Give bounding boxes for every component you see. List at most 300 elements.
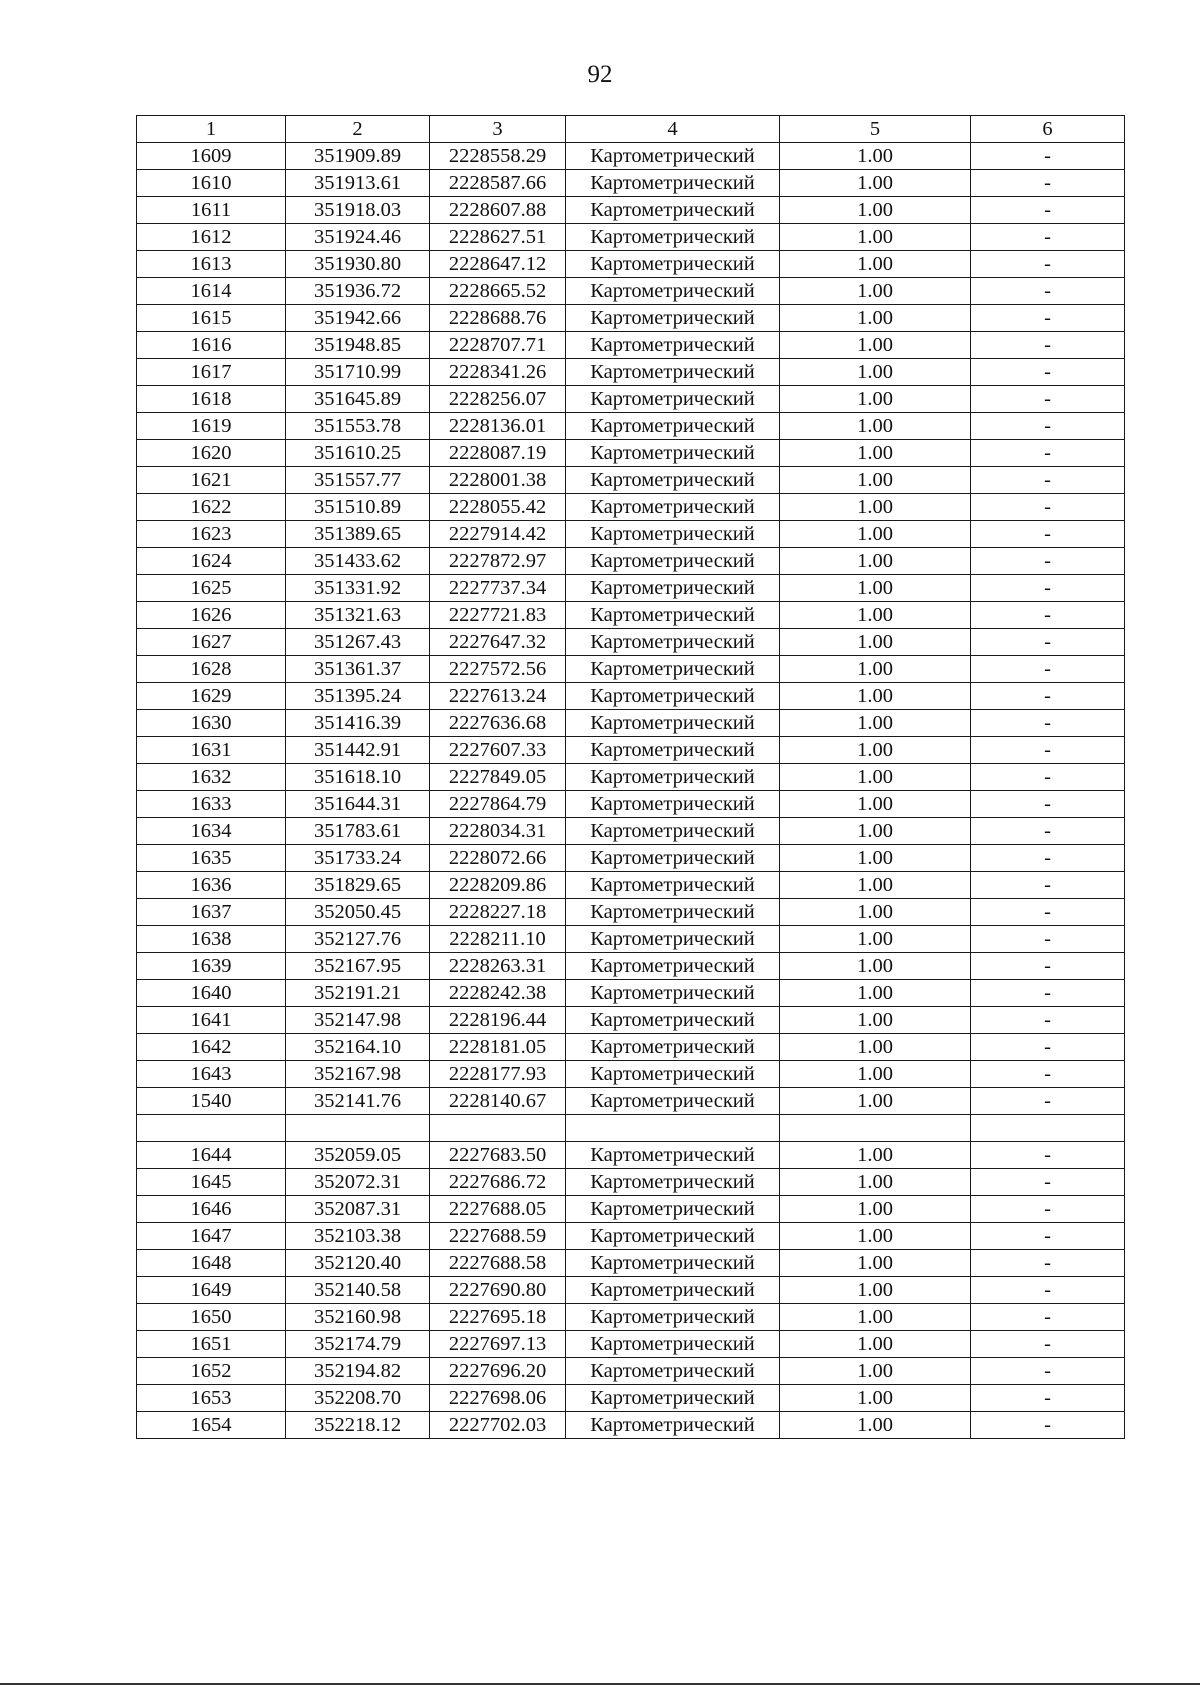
note-cell: - — [971, 818, 1125, 845]
accuracy-cell: 1.00 — [780, 1304, 971, 1331]
table-row — [137, 764, 1125, 791]
note-cell: - — [971, 1331, 1125, 1358]
accuracy-cell: 1.00 — [780, 332, 971, 359]
point-number-cell: 1639 — [137, 953, 286, 980]
accuracy-cell: 1.00 — [780, 1331, 971, 1358]
method-cell: Картометрический — [566, 467, 780, 494]
x-coordinate-cell: 351416.39 — [286, 710, 430, 737]
point-number-cell: 1609 — [137, 143, 286, 170]
accuracy-cell: 1.00 — [780, 683, 971, 710]
point-number-cell: 1540 — [137, 1088, 286, 1115]
point-number-cell: 1629 — [137, 683, 286, 710]
note-cell: - — [971, 386, 1125, 413]
accuracy-cell: 1.00 — [780, 1250, 971, 1277]
point-number-cell: 1619 — [137, 413, 286, 440]
table-row — [137, 1412, 1125, 1439]
method-cell: Картометрический — [566, 521, 780, 548]
method-cell: Картометрический — [566, 359, 780, 386]
note-cell: - — [971, 980, 1125, 1007]
table-body — [137, 143, 1125, 1439]
note-cell: - — [971, 656, 1125, 683]
y-coordinate-cell: 2228211.10 — [430, 926, 566, 953]
point-number-cell: 1620 — [137, 440, 286, 467]
x-coordinate-cell: 351733.24 — [286, 845, 430, 872]
x-coordinate-cell: 352208.70 — [286, 1385, 430, 1412]
table-row — [137, 1007, 1125, 1034]
note-cell: - — [971, 1385, 1125, 1412]
table-row — [137, 1061, 1125, 1088]
note-cell: - — [971, 926, 1125, 953]
point-number-cell: 1649 — [137, 1277, 286, 1304]
x-coordinate-cell: 352072.31 — [286, 1169, 430, 1196]
x-coordinate-cell: 351361.37 — [286, 656, 430, 683]
y-coordinate-cell: 2227688.58 — [430, 1250, 566, 1277]
point-number-cell: 1648 — [137, 1250, 286, 1277]
note-cell: - — [971, 413, 1125, 440]
header-cell-2: 2 — [286, 116, 430, 143]
y-coordinate-cell: 2227721.83 — [430, 602, 566, 629]
y-coordinate-cell: 2227607.33 — [430, 737, 566, 764]
table-row — [137, 1277, 1125, 1304]
point-number-cell: 1647 — [137, 1223, 286, 1250]
table-row — [137, 413, 1125, 440]
y-coordinate-cell: 2227613.24 — [430, 683, 566, 710]
method-cell: Картометрический — [566, 818, 780, 845]
accuracy-cell: 1.00 — [780, 251, 971, 278]
table-row — [137, 143, 1125, 170]
point-number-cell: 1643 — [137, 1061, 286, 1088]
point-number-cell: 1628 — [137, 656, 286, 683]
point-number-cell: 1618 — [137, 386, 286, 413]
note-cell: - — [971, 170, 1125, 197]
y-coordinate-cell: 2227737.34 — [430, 575, 566, 602]
method-cell: Картометрический — [566, 872, 780, 899]
point-number-cell: 1631 — [137, 737, 286, 764]
y-coordinate-cell: 2228607.88 — [430, 197, 566, 224]
accuracy-cell: 1.00 — [780, 440, 971, 467]
point-number-cell: 1652 — [137, 1358, 286, 1385]
accuracy-cell: 1.00 — [780, 170, 971, 197]
table-row — [137, 737, 1125, 764]
note-cell: - — [971, 278, 1125, 305]
y-coordinate-cell: 2227636.68 — [430, 710, 566, 737]
accuracy-cell: 1.00 — [780, 143, 971, 170]
header-cell-4: 4 — [566, 116, 780, 143]
y-coordinate-cell: 2228055.42 — [430, 494, 566, 521]
y-coordinate-cell: 2227696.20 — [430, 1358, 566, 1385]
table-row — [137, 872, 1125, 899]
table-row — [137, 224, 1125, 251]
y-coordinate-cell: 2228001.38 — [430, 467, 566, 494]
point-number-cell: 1621 — [137, 467, 286, 494]
x-coordinate-cell: 351510.89 — [286, 494, 430, 521]
note-cell: - — [971, 710, 1125, 737]
y-coordinate-cell: 2228665.52 — [430, 278, 566, 305]
method-cell — [566, 1115, 780, 1142]
y-coordinate-cell: 2228256.07 — [430, 386, 566, 413]
note-cell: - — [971, 953, 1125, 980]
y-coordinate-cell: 2228072.66 — [430, 845, 566, 872]
accuracy-cell: 1.00 — [780, 872, 971, 899]
table-row — [137, 710, 1125, 737]
y-coordinate-cell: 2227914.42 — [430, 521, 566, 548]
y-coordinate-cell: 2228341.26 — [430, 359, 566, 386]
point-number-cell: 1645 — [137, 1169, 286, 1196]
point-number-cell: 1636 — [137, 872, 286, 899]
y-coordinate-cell: 2227688.59 — [430, 1223, 566, 1250]
table-row — [137, 521, 1125, 548]
note-cell: - — [971, 791, 1125, 818]
page-number: 92 — [587, 61, 613, 88]
y-coordinate-cell: 2228136.01 — [430, 413, 566, 440]
note-cell: - — [971, 197, 1125, 224]
method-cell: Картометрический — [566, 629, 780, 656]
accuracy-cell: 1.00 — [780, 1007, 971, 1034]
method-cell: Картометрический — [566, 953, 780, 980]
accuracy-cell: 1.00 — [780, 1196, 971, 1223]
table-row — [137, 1250, 1125, 1277]
accuracy-cell: 1.00 — [780, 629, 971, 656]
y-coordinate-cell: 2228558.29 — [430, 143, 566, 170]
note-cell: - — [971, 1358, 1125, 1385]
x-coordinate-cell: 352147.98 — [286, 1007, 430, 1034]
y-coordinate-cell: 2228087.19 — [430, 440, 566, 467]
method-cell: Картометрический — [566, 224, 780, 251]
point-number-cell: 1622 — [137, 494, 286, 521]
accuracy-cell — [780, 1115, 971, 1142]
y-coordinate-cell: 2227572.56 — [430, 656, 566, 683]
method-cell: Картометрический — [566, 332, 780, 359]
accuracy-cell: 1.00 — [780, 278, 971, 305]
table-row — [137, 1034, 1125, 1061]
note-cell: - — [971, 737, 1125, 764]
note-cell: - — [971, 224, 1125, 251]
method-cell: Картометрический — [566, 413, 780, 440]
accuracy-cell: 1.00 — [780, 602, 971, 629]
x-coordinate-cell: 352050.45 — [286, 899, 430, 926]
table-row — [137, 548, 1125, 575]
coordinates-table — [136, 115, 1125, 1439]
method-cell: Картометрический — [566, 143, 780, 170]
note-cell: - — [971, 494, 1125, 521]
accuracy-cell: 1.00 — [780, 521, 971, 548]
point-number-cell: 1611 — [137, 197, 286, 224]
y-coordinate-cell: 2227849.05 — [430, 764, 566, 791]
accuracy-cell: 1.00 — [780, 1169, 971, 1196]
method-cell: Картометрический — [566, 1034, 780, 1061]
note-cell: - — [971, 143, 1125, 170]
y-coordinate-cell: 2227683.50 — [430, 1142, 566, 1169]
method-cell: Картометрический — [566, 845, 780, 872]
table-header-row — [137, 116, 1125, 143]
x-coordinate-cell: 352167.95 — [286, 953, 430, 980]
table-row — [137, 251, 1125, 278]
table-row — [137, 1115, 1125, 1142]
table-row — [137, 1169, 1125, 1196]
note-cell: - — [971, 1088, 1125, 1115]
method-cell: Картометрический — [566, 1331, 780, 1358]
method-cell: Картометрический — [566, 1304, 780, 1331]
note-cell: - — [971, 332, 1125, 359]
point-number-cell: 1638 — [137, 926, 286, 953]
note-cell: - — [971, 1061, 1125, 1088]
table-row — [137, 467, 1125, 494]
y-coordinate-cell: 2228627.51 — [430, 224, 566, 251]
accuracy-cell: 1.00 — [780, 1223, 971, 1250]
point-number-cell: 1617 — [137, 359, 286, 386]
y-coordinate-cell — [430, 1115, 566, 1142]
note-cell: - — [971, 1250, 1125, 1277]
table-row — [137, 575, 1125, 602]
method-cell: Картометрический — [566, 1223, 780, 1250]
y-coordinate-cell: 2227688.05 — [430, 1196, 566, 1223]
table-row — [137, 1142, 1125, 1169]
x-coordinate-cell: 352164.10 — [286, 1034, 430, 1061]
x-coordinate-cell: 352087.31 — [286, 1196, 430, 1223]
note-cell: - — [971, 1007, 1125, 1034]
note-cell: - — [971, 1034, 1125, 1061]
table-row — [137, 1304, 1125, 1331]
x-coordinate-cell: 351913.61 — [286, 170, 430, 197]
method-cell: Картометрический — [566, 1277, 780, 1304]
x-coordinate-cell: 351918.03 — [286, 197, 430, 224]
note-cell: - — [971, 845, 1125, 872]
method-cell: Картометрический — [566, 1169, 780, 1196]
header-cell-1: 1 — [137, 116, 286, 143]
method-cell: Картометрический — [566, 575, 780, 602]
table-row — [137, 1196, 1125, 1223]
note-cell: - — [971, 602, 1125, 629]
note-cell: - — [971, 1196, 1125, 1223]
x-coordinate-cell: 351395.24 — [286, 683, 430, 710]
table-row — [137, 1088, 1125, 1115]
x-coordinate-cell: 351644.31 — [286, 791, 430, 818]
note-cell: - — [971, 1277, 1125, 1304]
x-coordinate-cell: 351557.77 — [286, 467, 430, 494]
point-number-cell: 1642 — [137, 1034, 286, 1061]
note-cell: - — [971, 575, 1125, 602]
point-number-cell: 1632 — [137, 764, 286, 791]
x-coordinate-cell: 352140.58 — [286, 1277, 430, 1304]
note-cell: - — [971, 764, 1125, 791]
note-cell: - — [971, 1304, 1125, 1331]
accuracy-cell: 1.00 — [780, 764, 971, 791]
x-coordinate-cell: 351433.62 — [286, 548, 430, 575]
x-coordinate-cell: 351610.25 — [286, 440, 430, 467]
table-row — [137, 602, 1125, 629]
x-coordinate-cell: 351936.72 — [286, 278, 430, 305]
y-coordinate-cell: 2228688.76 — [430, 305, 566, 332]
accuracy-cell: 1.00 — [780, 1385, 971, 1412]
method-cell: Картометрический — [566, 656, 780, 683]
note-cell: - — [971, 683, 1125, 710]
x-coordinate-cell: 352103.38 — [286, 1223, 430, 1250]
table-row — [137, 305, 1125, 332]
accuracy-cell: 1.00 — [780, 791, 971, 818]
accuracy-cell: 1.00 — [780, 1412, 971, 1439]
accuracy-cell: 1.00 — [780, 656, 971, 683]
x-coordinate-cell: 351331.92 — [286, 575, 430, 602]
header-cell-3: 3 — [430, 116, 566, 143]
point-number-cell: 1653 — [137, 1385, 286, 1412]
y-coordinate-cell: 2227647.32 — [430, 629, 566, 656]
table-row — [137, 926, 1125, 953]
point-number-cell: 1640 — [137, 980, 286, 1007]
y-coordinate-cell: 2228196.44 — [430, 1007, 566, 1034]
x-coordinate-cell: 351645.89 — [286, 386, 430, 413]
point-number-cell: 1613 — [137, 251, 286, 278]
accuracy-cell: 1.00 — [780, 494, 971, 521]
point-number-cell: 1623 — [137, 521, 286, 548]
x-coordinate-cell: 352120.40 — [286, 1250, 430, 1277]
point-number-cell: 1633 — [137, 791, 286, 818]
point-number-cell: 1614 — [137, 278, 286, 305]
accuracy-cell: 1.00 — [780, 710, 971, 737]
x-coordinate-cell: 352191.21 — [286, 980, 430, 1007]
x-coordinate-cell: 352127.76 — [286, 926, 430, 953]
point-number-cell: 1627 — [137, 629, 286, 656]
header-cell-5: 5 — [780, 116, 971, 143]
y-coordinate-cell: 2228707.71 — [430, 332, 566, 359]
table-row — [137, 1358, 1125, 1385]
accuracy-cell: 1.00 — [780, 899, 971, 926]
point-number-cell: 1646 — [137, 1196, 286, 1223]
table-row — [137, 197, 1125, 224]
x-coordinate-cell: 351930.80 — [286, 251, 430, 278]
point-number-cell: 1616 — [137, 332, 286, 359]
table-row — [137, 494, 1125, 521]
point-number-cell: 1635 — [137, 845, 286, 872]
accuracy-cell: 1.00 — [780, 305, 971, 332]
method-cell: Картометрический — [566, 278, 780, 305]
point-number-cell: 1615 — [137, 305, 286, 332]
note-cell: - — [971, 872, 1125, 899]
note-cell: - — [971, 251, 1125, 278]
x-coordinate-cell: 352194.82 — [286, 1358, 430, 1385]
note-cell: - — [971, 1142, 1125, 1169]
method-cell: Картометрический — [566, 791, 780, 818]
x-coordinate-cell: 351442.91 — [286, 737, 430, 764]
method-cell: Картометрический — [566, 764, 780, 791]
method-cell: Картометрический — [566, 170, 780, 197]
y-coordinate-cell: 2227872.97 — [430, 548, 566, 575]
table-row — [137, 791, 1125, 818]
accuracy-cell: 1.00 — [780, 467, 971, 494]
point-number-cell: 1644 — [137, 1142, 286, 1169]
y-coordinate-cell: 2228587.66 — [430, 170, 566, 197]
x-coordinate-cell: 352167.98 — [286, 1061, 430, 1088]
accuracy-cell: 1.00 — [780, 1034, 971, 1061]
table-row — [137, 1331, 1125, 1358]
method-cell: Картометрический — [566, 1196, 780, 1223]
accuracy-cell: 1.00 — [780, 359, 971, 386]
method-cell: Картометрический — [566, 197, 780, 224]
point-number-cell: 1637 — [137, 899, 286, 926]
note-cell: - — [971, 899, 1125, 926]
y-coordinate-cell: 2228177.93 — [430, 1061, 566, 1088]
table-row — [137, 332, 1125, 359]
x-coordinate-cell: 351924.46 — [286, 224, 430, 251]
method-cell: Картометрический — [566, 602, 780, 629]
point-number-cell: 1612 — [137, 224, 286, 251]
method-cell: Картометрический — [566, 548, 780, 575]
accuracy-cell: 1.00 — [780, 1061, 971, 1088]
method-cell: Картометрический — [566, 1007, 780, 1034]
table-row — [137, 818, 1125, 845]
method-cell: Картометрический — [566, 926, 780, 953]
y-coordinate-cell: 2227702.03 — [430, 1412, 566, 1439]
x-coordinate-cell: 351389.65 — [286, 521, 430, 548]
method-cell: Картометрический — [566, 1142, 780, 1169]
table-row — [137, 899, 1125, 926]
method-cell: Картометрический — [566, 1385, 780, 1412]
x-coordinate-cell: 351618.10 — [286, 764, 430, 791]
method-cell: Картометрический — [566, 305, 780, 332]
point-number-cell: 1625 — [137, 575, 286, 602]
method-cell: Картометрический — [566, 899, 780, 926]
point-number-cell: 1651 — [137, 1331, 286, 1358]
method-cell: Картометрический — [566, 386, 780, 413]
table-row — [137, 656, 1125, 683]
accuracy-cell: 1.00 — [780, 953, 971, 980]
note-cell: - — [971, 521, 1125, 548]
accuracy-cell: 1.00 — [780, 1088, 971, 1115]
method-cell: Картометрический — [566, 683, 780, 710]
y-coordinate-cell: 2228263.31 — [430, 953, 566, 980]
x-coordinate-cell: 352218.12 — [286, 1412, 430, 1439]
note-cell: - — [971, 467, 1125, 494]
accuracy-cell: 1.00 — [780, 980, 971, 1007]
y-coordinate-cell: 2227697.13 — [430, 1331, 566, 1358]
x-coordinate-cell: 351948.85 — [286, 332, 430, 359]
x-coordinate-cell: 352174.79 — [286, 1331, 430, 1358]
y-coordinate-cell: 2228140.67 — [430, 1088, 566, 1115]
x-coordinate-cell: 351553.78 — [286, 413, 430, 440]
x-coordinate-cell: 351942.66 — [286, 305, 430, 332]
point-number-cell: 1641 — [137, 1007, 286, 1034]
point-number-cell: 1634 — [137, 818, 286, 845]
accuracy-cell: 1.00 — [780, 548, 971, 575]
x-coordinate-cell — [286, 1115, 430, 1142]
y-coordinate-cell: 2227690.80 — [430, 1277, 566, 1304]
method-cell: Картометрический — [566, 737, 780, 764]
note-cell — [971, 1115, 1125, 1142]
table-row — [137, 629, 1125, 656]
point-number-cell: 1654 — [137, 1412, 286, 1439]
y-coordinate-cell: 2228242.38 — [430, 980, 566, 1007]
method-cell: Картометрический — [566, 980, 780, 1007]
table-row — [137, 1385, 1125, 1412]
y-coordinate-cell: 2227864.79 — [430, 791, 566, 818]
y-coordinate-cell: 2228034.31 — [430, 818, 566, 845]
method-cell: Картометрический — [566, 1088, 780, 1115]
table-row — [137, 386, 1125, 413]
method-cell: Картометрический — [566, 1412, 780, 1439]
note-cell: - — [971, 1169, 1125, 1196]
x-coordinate-cell: 352141.76 — [286, 1088, 430, 1115]
x-coordinate-cell: 352059.05 — [286, 1142, 430, 1169]
table-row — [137, 845, 1125, 872]
x-coordinate-cell: 352160.98 — [286, 1304, 430, 1331]
accuracy-cell: 1.00 — [780, 845, 971, 872]
point-number-cell: 1650 — [137, 1304, 286, 1331]
y-coordinate-cell: 2227698.06 — [430, 1385, 566, 1412]
note-cell: - — [971, 548, 1125, 575]
point-number-cell: 1610 — [137, 170, 286, 197]
x-coordinate-cell: 351783.61 — [286, 818, 430, 845]
x-coordinate-cell: 351909.89 — [286, 143, 430, 170]
table-row — [137, 440, 1125, 467]
